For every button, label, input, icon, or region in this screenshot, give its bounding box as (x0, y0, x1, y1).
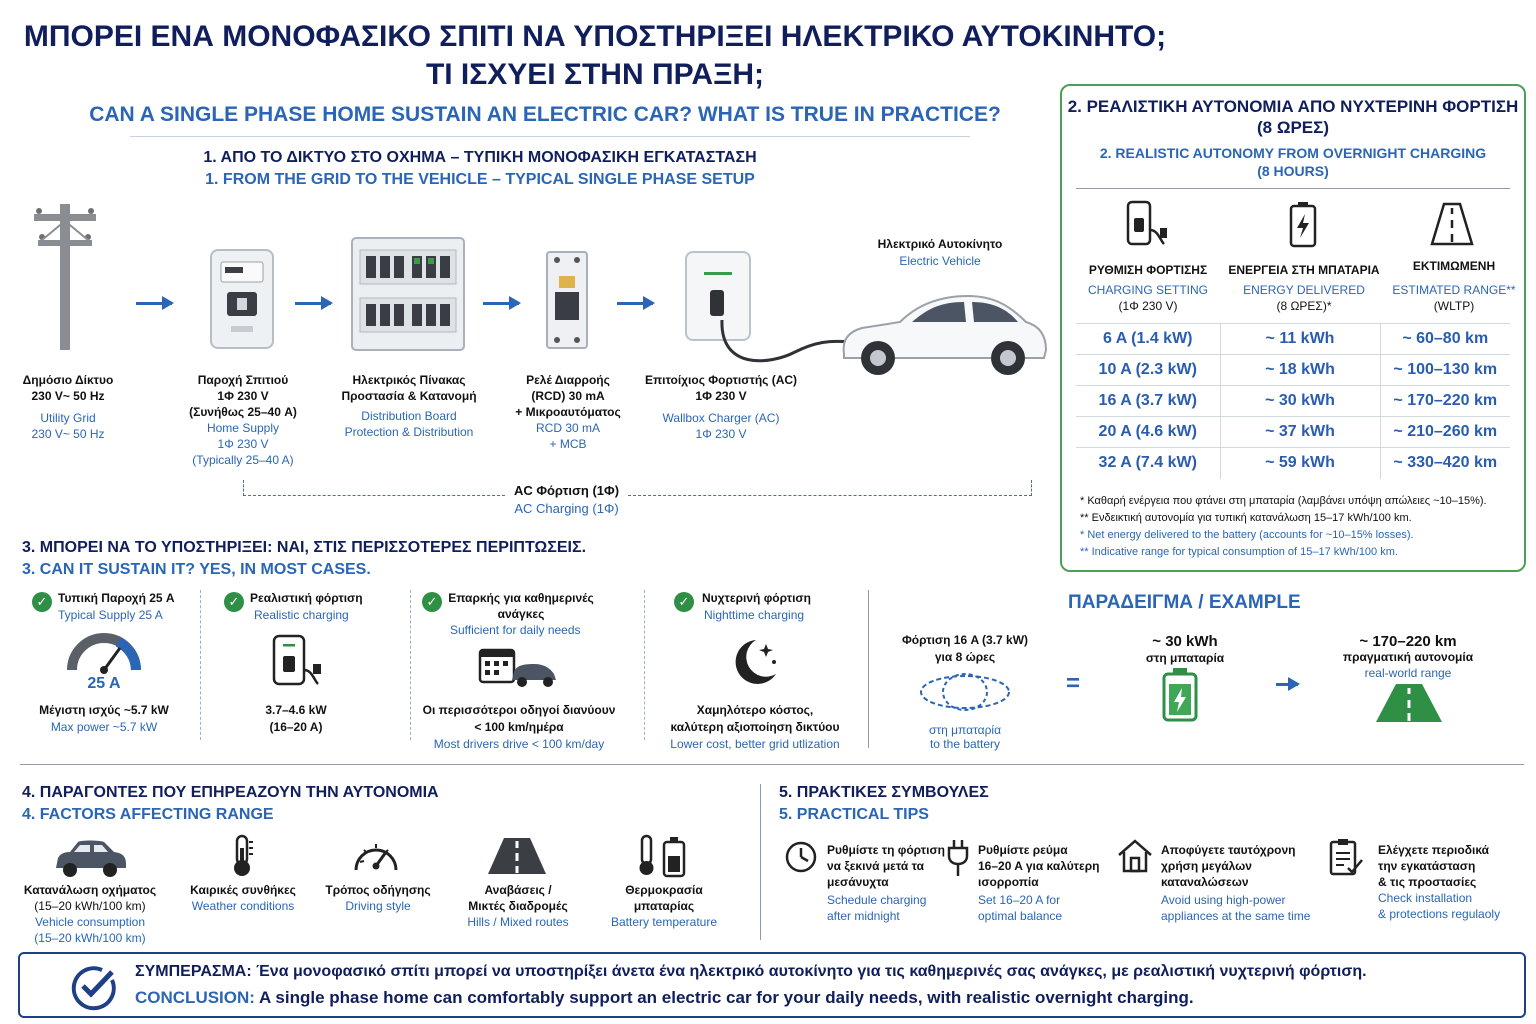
column-header-en: ENERGY DELIVERED (1243, 283, 1365, 297)
conclusion-text-en: A single phase home can comfortably support an electric car for your daily needs, with realistic overnight charging. (259, 988, 1194, 1007)
tip-label: Avoid using high-power (1161, 893, 1286, 907)
column-header-energy (1228, 262, 1380, 314)
step-label: + MCB (549, 437, 587, 451)
autonomy-table (1076, 323, 1510, 479)
tip-label: ισορροπία (978, 875, 1039, 889)
sustain-item-subtitle: Typical Supply 25 A (58, 608, 163, 622)
supply-value: 25 A (87, 675, 121, 692)
sustain-item-detail: Χαμηλότερο κόστος, (696, 703, 814, 717)
sustain-item-detail: Max power ~5.7 kW (50, 720, 158, 734)
flow-arrow-3 (483, 302, 519, 305)
electric-car-icon (838, 288, 1050, 380)
tip-label: Check installation (1378, 891, 1473, 905)
conclusion-label-en: CONCLUSION: (135, 988, 255, 1007)
checklist-icon (1328, 838, 1364, 876)
section2-title-line: (8 ΩΡΕΣ) (1256, 118, 1329, 137)
sustain-item-detail: Lower cost, better grid utlization (670, 737, 840, 751)
example-left-line: για 8 ώρες (934, 650, 996, 664)
ac-charging-label-gr: AC Φόρτιση (1Φ) (513, 483, 620, 498)
column-header-gr: ΡΥΘΜΙΣΗ ΦΟΡΤΙΣΗΣ (1088, 263, 1208, 277)
step-label: 1Φ 230 V (695, 389, 747, 403)
road-icon (486, 836, 548, 876)
section2-divider (1076, 188, 1510, 189)
factor-driving-style (310, 882, 446, 914)
tip-label: Schedule charging (827, 893, 927, 907)
step-label: RCD 30 mA (535, 421, 600, 435)
tip-label: μεσάνυχτα (827, 875, 889, 889)
autonomy-table-cell: 6 A (1.4 kW) (1076, 324, 1220, 355)
example-right-label: πραγματική αυτονομία (1342, 650, 1474, 664)
distribution-board-icon (350, 236, 466, 352)
example-title: ΠΑΡΑΔΕΙΓΜΑ / EXAMPLE (1068, 592, 1301, 613)
factor-weather (172, 882, 314, 914)
factor-label: μπαταρίας (633, 899, 695, 913)
step-label: 1Φ 230 V (695, 427, 747, 441)
step-label: Distribution Board (361, 409, 457, 423)
tip-set-current (978, 842, 1108, 924)
step-label: Προστασία & Κατανομή (341, 389, 477, 403)
sustain-item-detail: Οι περισσότεροι οδηγοί διανύουν (422, 703, 616, 717)
tip-label: appliances at the same time (1161, 909, 1311, 923)
sustain-item-detail: < 100 km/ημέρα (474, 720, 564, 734)
factor-label: (15–20 kWh/100 km) (34, 931, 146, 945)
autonomy-table-cell: ~ 210–260 km (1380, 417, 1510, 448)
example-left-line: to the battery (929, 737, 1001, 751)
step-wallbox (636, 372, 806, 442)
factor-label: Θερμοκρασία (625, 883, 703, 897)
factor-label: Battery temperature (610, 915, 718, 929)
flow-arrow-4 (617, 302, 653, 305)
tip-label: Ελέγχετε περιοδικά (1378, 843, 1490, 857)
house-icon (1116, 838, 1154, 874)
autonomy-table-cell: 16 A (3.7 kW) (1076, 386, 1220, 417)
battery-temperature-icon (638, 834, 688, 878)
clock-icon (784, 840, 818, 874)
autonomy-table-cell: ~ 100–130 km (1380, 355, 1510, 386)
section5-title-gr: 5. ΠΡΑΚΤΙΚΕΣ ΣΥΜΒΟΥΛΕΣ (779, 784, 989, 801)
step-label: 1Φ 230 V (217, 437, 269, 451)
example-right-value: ~ 170–220 km (1359, 633, 1457, 650)
battery-bolt-icon (1160, 666, 1200, 724)
thermometer-icon (229, 834, 255, 878)
check-icon: ✓ (32, 592, 52, 612)
sustain-item-detail: Μέγιστη ισχύς ~5.7 kW (39, 703, 169, 717)
step-label: (Συνήθως 25–40 A) (189, 405, 297, 419)
autonomy-table-row (1076, 355, 1510, 386)
section2-notes (1080, 493, 1520, 561)
factor-vehicle-consumption (16, 882, 164, 946)
sustain-item-detail: καλύτερη αξιοποίηση δικτύου (670, 720, 840, 734)
autonomy-table-cell: ~ 59 kWh (1220, 448, 1380, 479)
step-label: 1Φ 230 V (217, 389, 269, 403)
step-label: Wallbox Charger (AC) (662, 411, 780, 425)
vehicle-label-gr: Ηλεκτρικό Αυτοκίνητο (877, 237, 1003, 251)
section2-title-line: 2. REALISTIC AUTONOMY FROM OVERNIGHT CHARGING (1099, 145, 1487, 161)
sustain-item-title: Επαρκής για καθημερινές ανάγκες (448, 591, 594, 621)
vehicle-label-en: Electric Vehicle (899, 254, 981, 268)
sustain-item-detail: Most drivers drive < 100 km/day (433, 737, 605, 751)
ac-charging-label-en: AC Charging (1Φ) (514, 501, 619, 516)
step-label: Ηλεκτρικός Πίνακας (352, 373, 466, 387)
autonomy-table-cell: ~ 37 kWh (1220, 417, 1380, 448)
check-circle-icon (68, 962, 118, 1012)
equals-sign: = (1065, 670, 1080, 697)
sustain-item-title: Ρεαλιστική φόρτιση (250, 591, 363, 605)
column-header-gr: ΕΝΕΡΓΕΙΑ ΣΤΗ ΜΠΑΤΑΡΙΑ (1228, 263, 1380, 277)
tip-label: Αποφύγετε ταυτόχρονη (1161, 843, 1296, 857)
step-label: Επιτοίχιος Φορτιστής (AC) (644, 373, 798, 387)
autonomy-table-cell: 10 A (2.3 kW) (1076, 355, 1220, 386)
sustain-item-detail: 3.7–4.6 kW (265, 703, 327, 717)
section3-separator (644, 590, 645, 740)
example-left-line: Φόρτιση 16 A (3.7 kW) (901, 633, 1029, 647)
autonomy-table-cell: ~ 330–420 km (1380, 448, 1510, 479)
autonomy-table-cell: ~ 18 kWh (1220, 355, 1380, 386)
section3-example-separator (868, 590, 869, 748)
factor-hills (450, 882, 586, 930)
step-label: Παροχή Σπιτιού (197, 373, 289, 387)
step-label: (Typically 25–40 A) (192, 453, 294, 467)
tip-label: Ρυθμίστε τη φόρτιση (827, 843, 945, 857)
section3-separator (410, 590, 411, 740)
autonomy-table-row (1076, 386, 1510, 417)
section2-title-gr (1064, 96, 1522, 138)
charger-plug-icon (270, 634, 324, 690)
step-label: (RCD) 30 mA (531, 389, 605, 403)
road-icon (1374, 682, 1444, 724)
road-icon (1428, 200, 1476, 248)
section4-title-gr: 4. ΠΑΡΑΓΟΝΤΕΣ ΠΟΥ ΕΠΗΡΕΑΖΟΥΝ ΤΗΝ ΑΥΤΟΝΟΜΙΑ (22, 784, 439, 801)
step-label: Ρελέ Διαρροής (526, 373, 610, 387)
factor-label: (15–20 kWh/100 km) (34, 899, 146, 913)
tip-label: Ρυθμίστε ρεύμα (978, 843, 1068, 857)
conclusion-en (135, 987, 1515, 1009)
sustain-item-title: Τυπική Παροχή 25 A (58, 591, 175, 605)
autonomy-table-cell: ~ 11 kWh (1220, 324, 1380, 355)
tip-avoid-high-power (1161, 842, 1321, 924)
step-label: 230 V~ 50 Hz (31, 427, 105, 441)
factor-label: Καιρικές συνθήκες (190, 883, 296, 897)
column-header-charging-setting (1078, 262, 1218, 314)
column-header-en: ESTIMATED RANGE** (1392, 283, 1516, 297)
column-header-gr: ΕΚΤΙΜΩΜΕΝΗ (1412, 259, 1496, 273)
footnote: ** Ενδεικτική αυτονομία για τυπική κατανάλωση 15–17 kWh/100 km. (1080, 512, 1412, 524)
section5-title-en: 5. PRACTICAL TIPS (779, 806, 929, 823)
tip-label: optimal balance (978, 909, 1063, 923)
electricity-meter-icon (209, 248, 275, 350)
column-header-sub: (1Φ 230 V) (1118, 299, 1178, 313)
example-mid-value: ~ 30 kWh (1152, 633, 1218, 650)
factor-label: Driving style (345, 899, 411, 913)
sustain-item-title: Νυχτερινή φόρτιση (702, 591, 811, 605)
factor-label: Weather conditions (191, 899, 295, 913)
rcd-breaker-icon (545, 250, 589, 350)
section2-title-line: 2. ΡΕΑΛΙΣΤΙΚΗ ΑΥΤΟΝΟΜΙΑ ΑΠΟ ΝΥΧΤΕΡΙΝΗ ΦΟΡΤΙΣΗ (1067, 97, 1519, 116)
step-label: Utility Grid (40, 411, 96, 425)
autonomy-table-cell: ~ 170–220 km (1380, 386, 1510, 417)
sustain-item-subtitle: Realistic charging (254, 608, 349, 622)
example-arrow (1276, 683, 1298, 686)
car-icon (52, 838, 128, 878)
check-icon: ✓ (674, 592, 694, 612)
ac-charging-bracket-left (243, 480, 505, 496)
page-title-line1: ΜΠΟΡΕΙ ΕΝΑ ΜΟΝΟΦΑΣΙΚΟ ΣΠΙΤΙ ΝΑ ΥΠΟΣΤΗΡΙΞΕΙ ΗΛΕΚΤΡΙΚΟ ΑΥΤΟΚΙΝΗΤΟ; (23, 20, 1167, 53)
factor-label: Hills / Mixed routes (467, 915, 569, 929)
footnote: * Καθαρή ενέργεια που φτάνει στη μπαταρία (λαμβάνει υπόψη απώλειες ~10–15%). (1080, 495, 1487, 507)
page-title (0, 18, 1190, 94)
subtitle-divider (130, 136, 970, 137)
sustain-item-subtitle: Sufficient for daily needs (450, 623, 581, 637)
conclusion-text-gr: Ένα μονοφασικό σπίτι μπορεί να υποστηρίξει άνετα ένα ηλεκτρικό αυτοκίνητο για τις καθημερινές σας ανάγκες, με ρεαλιστική νυχτερινή φόρτιση. (256, 963, 1367, 980)
step-home-supply (170, 372, 316, 468)
tip-check-installation (1378, 842, 1524, 922)
example-right-label: real-world range (1364, 666, 1452, 680)
column-header-sub: (WLTP) (1433, 299, 1475, 313)
autonomy-table-cell: ~ 30 kWh (1220, 386, 1380, 417)
tip-label: Set 16–20 A for (978, 893, 1061, 907)
section1-title-gr: 1. ΑΠΟ ΤΟ ΔΙΚΤΥΟ ΣΤΟ ΟΧΗΜΑ – ΤΥΠΙΚΗ ΜΟΝΟΦΑΣΙΚΗ ΕΓΚΑΤΑΣΤΑΣΗ (203, 149, 757, 166)
charging-swirl-icon (910, 668, 1020, 716)
page-title-line2: ΤΙ ΙΣΧΥΕΙ ΣΤΗΝ ΠΡΑΞΗ; (425, 58, 765, 91)
tip-label: 16–20 A για καλύτερη (978, 859, 1100, 873)
step-label: Home Supply (206, 421, 280, 435)
footnote: * Net energy delivered to the battery (accounts for ~10–15% losses). (1080, 529, 1414, 541)
factor-battery-temperature (594, 882, 734, 930)
section4-title-en: 4. FACTORS AFFECTING RANGE (22, 806, 274, 823)
step-utility-grid (4, 372, 132, 442)
check-icon: ✓ (224, 592, 244, 612)
tip-schedule (827, 842, 947, 924)
gauge-icon (66, 630, 142, 674)
example-mid-label: στη μπαταρία (1145, 651, 1225, 665)
calendar-car-icon (478, 646, 560, 690)
ac-charging-bracket-right (628, 480, 1032, 496)
factor-label: Vehicle consumption (34, 915, 146, 929)
tip-label: καταναλώσεων (1161, 875, 1249, 889)
battery-bolt-icon (1288, 200, 1318, 250)
column-header-sub: (8 ΩΡΕΣ)* (1276, 299, 1332, 313)
speedometer-icon (352, 836, 400, 876)
footnote: ** Indicative range for typical consumption of 15–17 kWh/100 km. (1080, 546, 1398, 558)
column-header-en: CHARGING SETTING (1087, 283, 1208, 297)
factor-label: Κατανάλωση οχήματος (23, 883, 157, 897)
tip-label: την εγκατάσταση (1378, 859, 1476, 873)
conclusion-label-gr: ΣΥΜΠΕΡΑΣΜΑ: (135, 963, 252, 980)
section3-title-gr: 3. ΜΠΟΡΕΙ ΝΑ ΤΟ ΥΠΟΣΤΗΡΙΞΕΙ: ΝΑΙ, ΣΤΙΣ ΠΕΡΙΣΣΟΤΕΡΕΣ ΠΕΡΙΠΤΩΣΕΙΣ. (22, 539, 587, 556)
sustain-item-detail: (16–20 A) (269, 720, 323, 734)
charger-plug-icon (1124, 200, 1170, 250)
step-label: Protection & Distribution (344, 425, 474, 439)
autonomy-table-row (1076, 324, 1510, 355)
step-distribution-board (326, 372, 492, 440)
factor-label: Τρόπος οδήγησης (325, 883, 431, 897)
sustain-item-subtitle: Nighttime charging (704, 608, 805, 622)
conclusion-gr (135, 962, 1515, 982)
autonomy-table-row (1076, 448, 1510, 479)
autonomy-table-cell: ~ 60–80 km (1380, 324, 1510, 355)
factor-label: Μικτές διαδρομές (468, 899, 568, 913)
flow-arrow-2 (295, 302, 331, 305)
example-left-line: στη μπαταρία (928, 723, 1002, 737)
page-subtitle: CAN A SINGLE PHASE HOME SUSTAIN AN ELECTRIC CAR? WHAT IS TRUE IN PRACTICE? (89, 103, 1001, 126)
step-rcd (500, 372, 636, 452)
step-label: + Μικροαυτόματος (515, 405, 621, 419)
section1-title-en: 1. FROM THE GRID TO THE VEHICLE – TYPICAL SINGLE PHASE SETUP (205, 171, 755, 188)
section2-title-line: (8 HOURS) (1257, 163, 1329, 179)
tip-label: να ξεκινά μετά τα (827, 859, 925, 873)
plug-icon (946, 838, 970, 878)
check-icon: ✓ (422, 592, 442, 612)
tip-label: after midnight (827, 909, 900, 923)
tip-label: & protections regulaoly (1378, 907, 1501, 921)
step-label: 230 V~ 50 Hz (31, 389, 105, 403)
flow-arrow-1 (136, 302, 172, 305)
column-header-range (1384, 258, 1524, 314)
utility-pole-icon (30, 200, 100, 350)
section4-5-separator (760, 784, 761, 940)
factor-label: Αναβάσεις / (484, 883, 552, 897)
moon-stars-icon (726, 634, 782, 690)
tip-label: χρήση μεγάλων (1161, 859, 1252, 873)
autonomy-table-row (1076, 417, 1510, 448)
section2-title-en (1064, 144, 1522, 180)
section3-title-en: 3. CAN IT SUSTAIN IT? YES, IN MOST CASES. (22, 561, 371, 578)
section3-bottom-divider (20, 764, 1524, 765)
autonomy-table-cell: 20 A (4.6 kW) (1076, 417, 1220, 448)
tip-label: & τις προστασίες (1378, 875, 1477, 889)
autonomy-table-cell: 32 A (7.4 kW) (1076, 448, 1220, 479)
step-label: Δημόσιο Δίκτυο (22, 373, 114, 387)
section3-separator (200, 590, 201, 740)
